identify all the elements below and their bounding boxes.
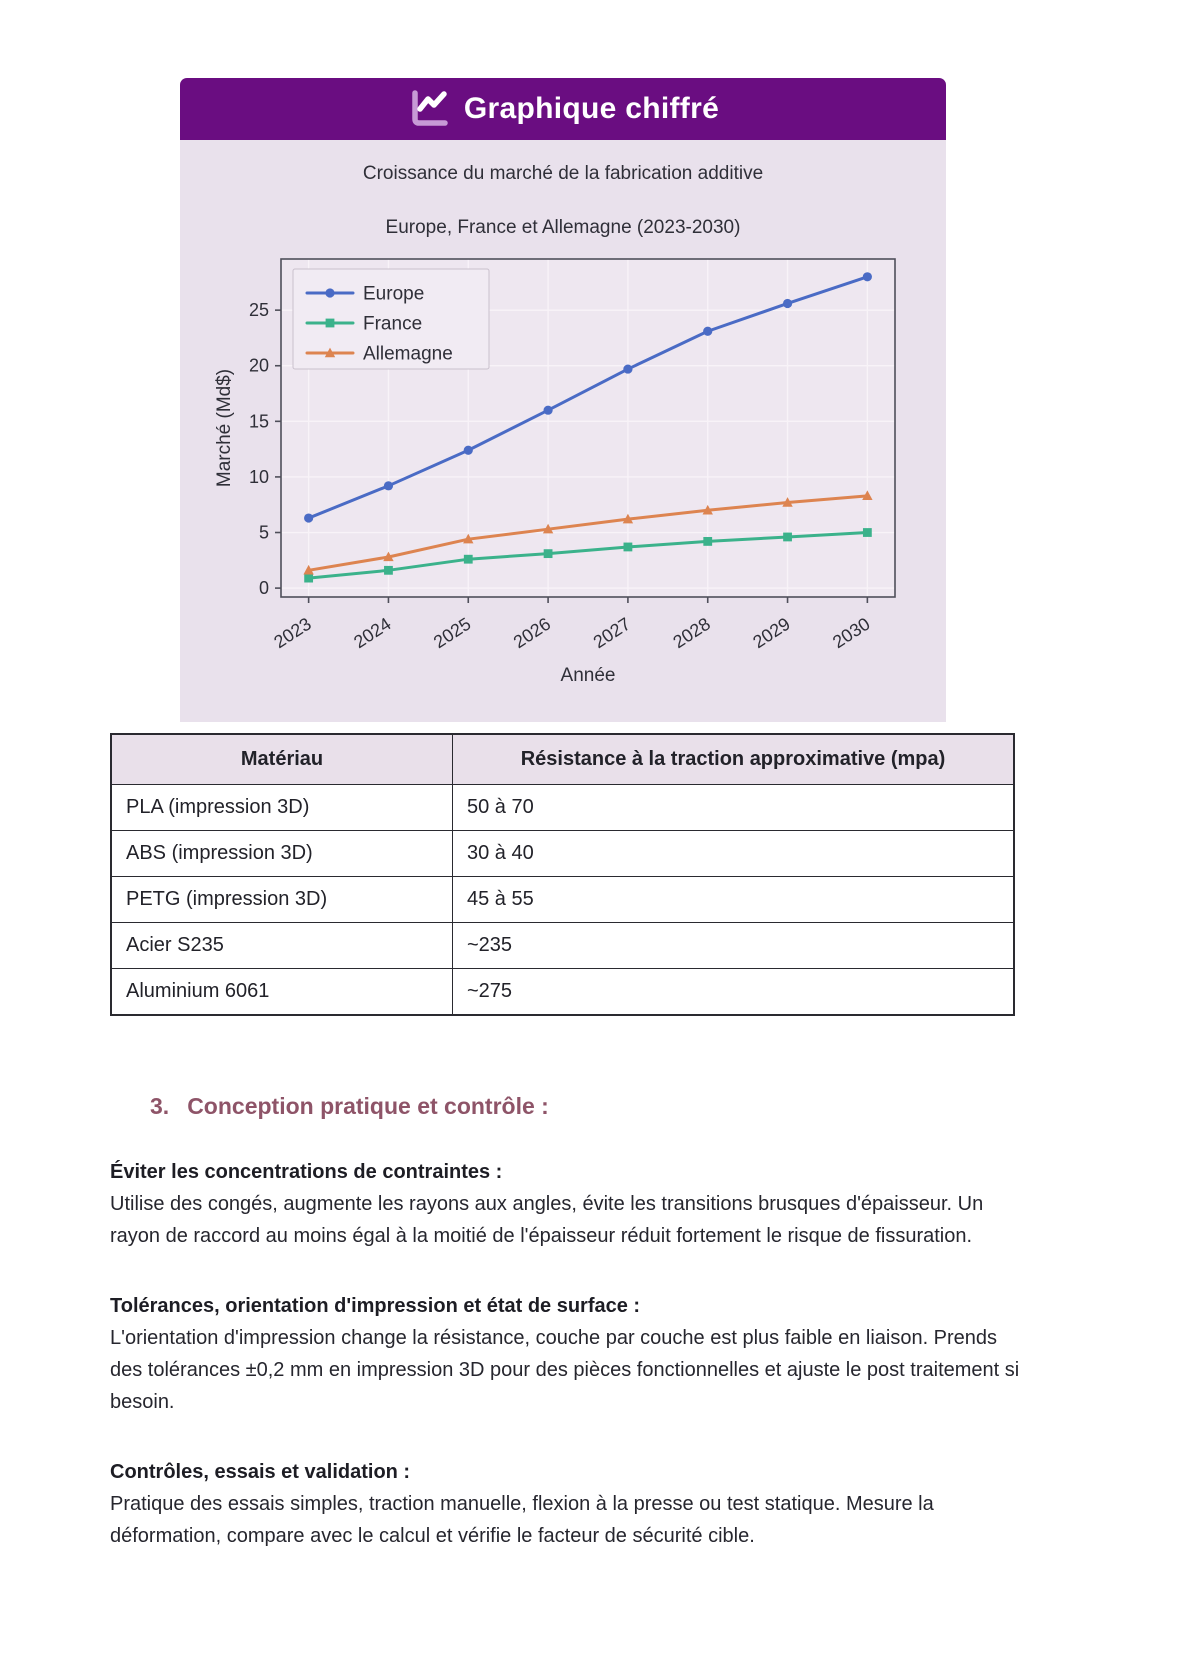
- legend-marker: [326, 319, 335, 328]
- y-tick-label: 0: [258, 578, 269, 599]
- materials-table: [110, 733, 1015, 1016]
- materials-table-header: [111, 734, 1014, 785]
- data-point-marker: [464, 446, 473, 455]
- paragraph-title: Tolérances, orientation d'impression et état de surface :: [110, 1295, 641, 1317]
- legend-label: France: [363, 313, 423, 335]
- x-tick-label: 2026: [509, 613, 555, 653]
- header-materiau: Matériau: [111, 734, 453, 785]
- market-growth-line-chart: [213, 247, 913, 692]
- banner-title: Graphique chiffré: [463, 92, 720, 125]
- resistance-cell: 30 à 40: [453, 831, 1015, 877]
- data-point-marker: [783, 533, 792, 542]
- x-tick-label: 2029: [749, 613, 794, 653]
- data-point-marker: [544, 549, 553, 558]
- data-point-marker: [384, 481, 393, 490]
- x-tick-label: 2025: [429, 613, 475, 653]
- legend-label: Europe: [363, 283, 425, 305]
- y-tick-label: 20: [248, 355, 269, 376]
- x-tick-label: 2030: [829, 613, 874, 653]
- table-header-row: [111, 734, 1014, 785]
- data-point-marker: [703, 537, 712, 546]
- x-tick-label: 2028: [669, 613, 714, 653]
- resistance-cell: ~275: [453, 969, 1015, 1016]
- chart-card: [180, 78, 946, 722]
- resistance-cell: 50 à 70: [453, 785, 1015, 831]
- x-axis-ticks: [270, 597, 873, 652]
- paragraph-title: Contrôles, essais et validation :: [110, 1461, 411, 1483]
- legend-marker: [325, 288, 334, 297]
- paragraph-title: Éviter les concentrations de contraintes :: [110, 1161, 503, 1183]
- y-tick-label: 25: [248, 300, 269, 321]
- line-chart-icon: [407, 87, 451, 131]
- chart-card-body: [180, 140, 946, 722]
- material-cell: ABS (impression 3D): [111, 831, 453, 877]
- chart-title-line2: Europe, France et Allemagne (2023-2030): [385, 217, 741, 238]
- materials-table-body: [111, 785, 1014, 1016]
- material-cell: Acier S235: [111, 923, 453, 969]
- section-heading-number: 3.: [150, 1093, 170, 1119]
- chart-title: [180, 160, 946, 241]
- paragraph-body: Utilise des congés, augmente les rayons aux angles, évite les transitions brusques d'épaisseur. Un rayon de raccord au moins égal à la moitié de l'épaisseur réduit fortement le risque de fissuration.: [110, 1193, 984, 1247]
- data-point-marker: [384, 566, 393, 575]
- table-row: [111, 831, 1014, 877]
- data-point-marker: [783, 299, 792, 308]
- paragraph-section: [110, 1156, 1020, 1252]
- material-cell: Aluminium 6061: [111, 969, 453, 1016]
- material-cell: PETG (impression 3D): [111, 877, 453, 923]
- x-tick-label: 2024: [350, 613, 395, 653]
- table-row: [111, 923, 1014, 969]
- section-heading-text: Conception pratique et contrôle :: [187, 1093, 549, 1119]
- resistance-cell: 45 à 55: [453, 877, 1015, 923]
- resistance-cell: ~235: [453, 923, 1015, 969]
- chart-title-line1: Croissance du marché de la fabrication additive: [362, 163, 764, 184]
- data-point-marker: [464, 555, 473, 564]
- data-point-marker: [624, 543, 633, 552]
- paragraph-body: L'orientation d'impression change la résistance, couche par couche est plus faible en liaison. Prends des tolérances ±0,2 mm en impression 3D pour des pièces fonctionnelles et ajuste le post traitement si besoin.: [110, 1327, 1020, 1413]
- y-tick-label: 15: [248, 411, 269, 432]
- legend-label: Allemagne: [363, 343, 453, 365]
- data-point-marker: [543, 406, 552, 415]
- table-row: [111, 877, 1014, 923]
- x-tick-label: 2027: [589, 613, 635, 653]
- paragraph-body: Pratique des essais simples, traction manuelle, flexion à la presse ou test statique. Mesure la déformation, compare avec le calcul et vérifie le facteur de sécurité cible.: [110, 1493, 934, 1547]
- y-axis-ticks: [249, 300, 281, 598]
- data-point-marker: [863, 528, 872, 537]
- data-point-marker: [623, 364, 632, 373]
- data-point-marker: [304, 513, 313, 522]
- data-point-marker: [703, 327, 712, 336]
- body-text-area: [110, 1156, 1020, 1590]
- section-heading: [150, 1093, 549, 1120]
- chart-legend: [293, 269, 489, 369]
- header-resistance: Résistance à la traction approximative (mpa): [453, 734, 1015, 785]
- x-axis-label: Année: [560, 665, 616, 686]
- y-tick-label: 5: [258, 522, 269, 543]
- table-row: [111, 785, 1014, 831]
- material-cell: PLA (impression 3D): [111, 785, 453, 831]
- paragraph-section: [110, 1290, 1020, 1418]
- x-tick-label: 2023: [270, 613, 315, 653]
- chart-card-banner: [180, 78, 946, 140]
- data-point-marker: [863, 272, 872, 281]
- paragraph-section: [110, 1456, 1020, 1552]
- y-axis-label: Marché (Md$): [214, 368, 235, 488]
- data-point-marker: [304, 574, 313, 583]
- table-row: [111, 969, 1014, 1016]
- y-tick-label: 10: [248, 466, 269, 487]
